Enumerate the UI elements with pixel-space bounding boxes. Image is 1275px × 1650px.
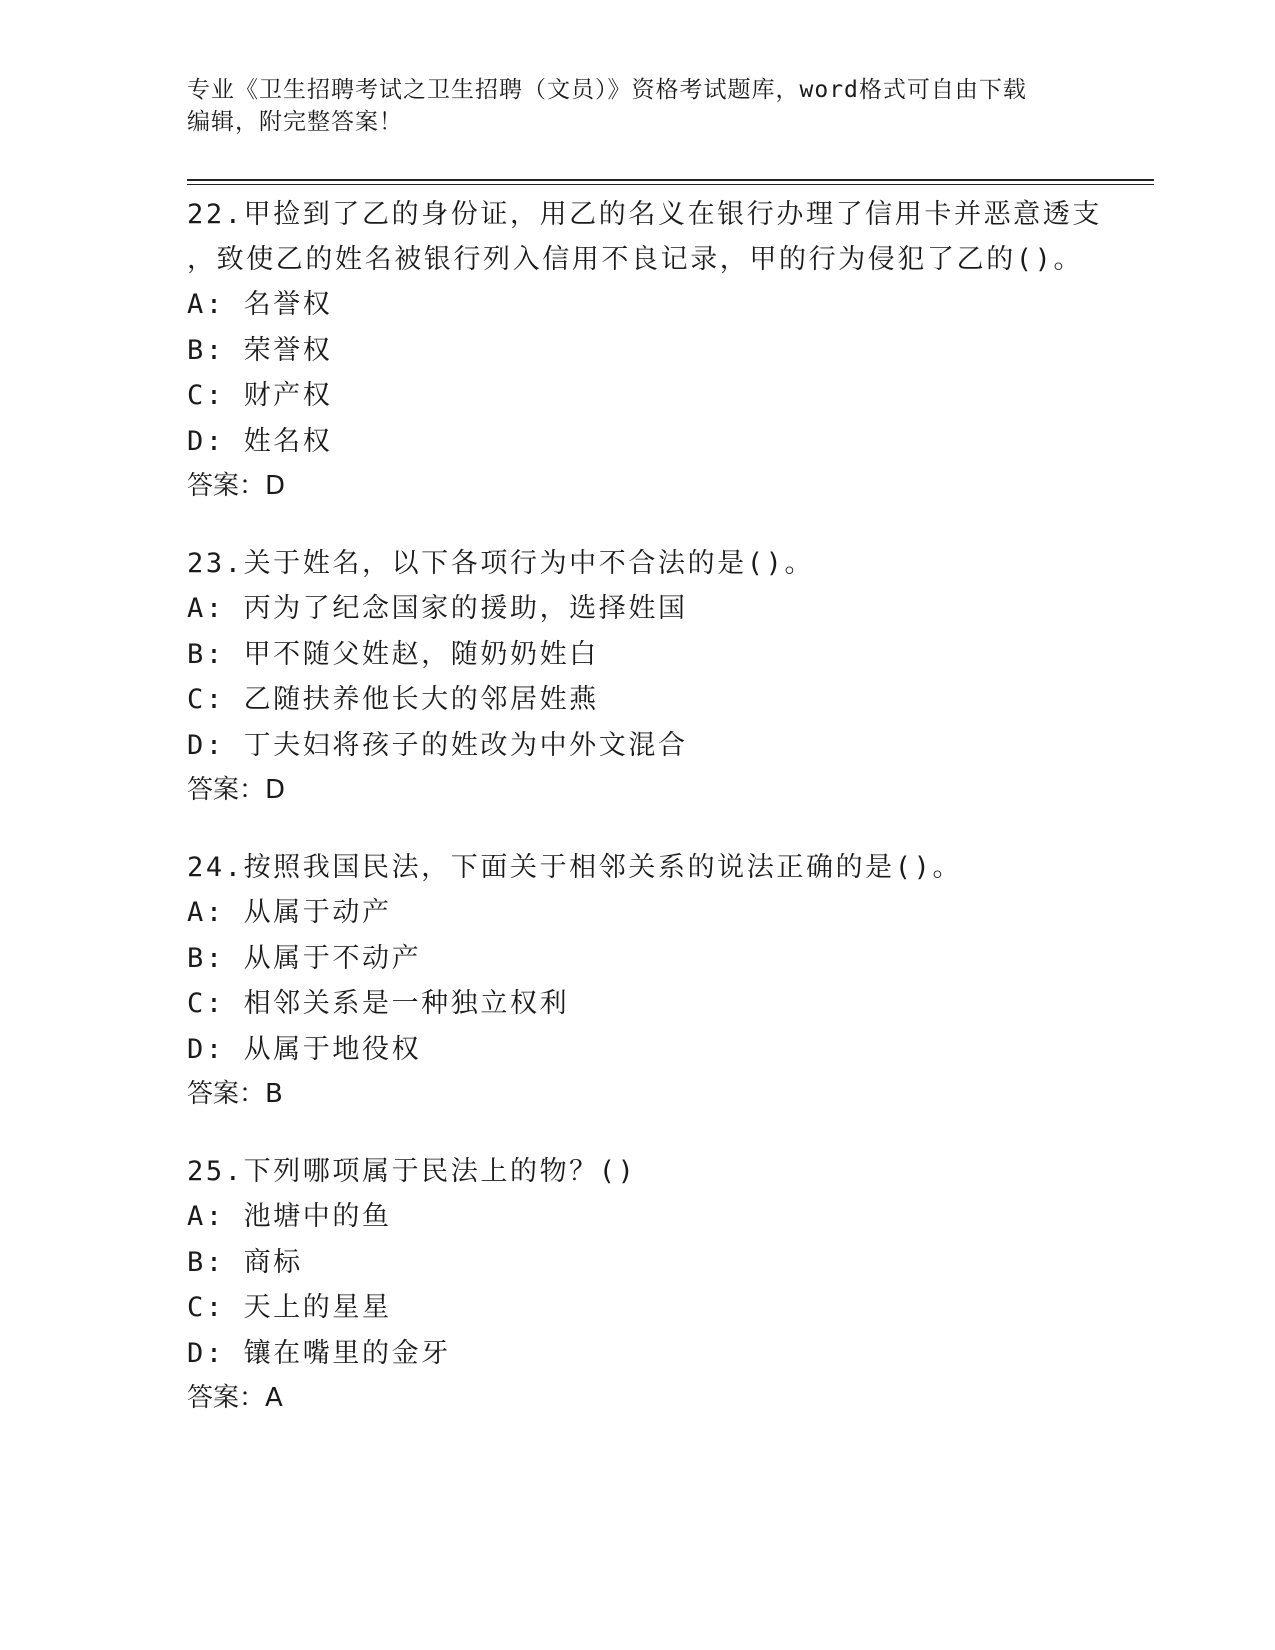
option-key: C: (187, 380, 225, 411)
question-stem-line: 23.关于姓名，以下各项行为中不合法的是()。 (187, 548, 815, 579)
answer-line: 答案：B (187, 1079, 283, 1109)
question-24 (187, 845, 1167, 1117)
option-key: D: (187, 1033, 225, 1065)
option-a (187, 586, 1167, 632)
option-key: B: (187, 1246, 225, 1278)
option-key: C: (187, 684, 225, 715)
option-key: B: (187, 942, 225, 974)
option-b (187, 632, 1167, 678)
option-text: 甲不随父姓赵，随奶奶姓白 (243, 638, 599, 670)
answer-line: 答案：D (187, 775, 286, 805)
option-text: 丁夫妇将孩子的姓改为中外文混合 (243, 729, 688, 761)
option-a (187, 1194, 1167, 1240)
option-text: 乙随扶养他长大的邻居姓燕 (243, 684, 599, 715)
document-header (187, 74, 1087, 138)
option-key: A: (187, 897, 225, 928)
option-text: 天上的星星 (243, 1292, 392, 1323)
option-a (187, 890, 1167, 936)
option-key: C: (187, 1292, 225, 1323)
answer-line: 答案：A (187, 1383, 283, 1413)
header-divider-thin (187, 184, 1154, 185)
option-text: 名誉权 (243, 289, 333, 320)
option-text: 相邻关系是一种独立权利 (243, 988, 570, 1019)
option-key: D: (187, 729, 225, 761)
option-d (187, 1331, 1167, 1377)
question-list (187, 192, 1167, 1453)
option-key: C: (187, 988, 225, 1019)
option-a (187, 282, 1167, 328)
option-text: 从属于动产 (243, 897, 392, 928)
question-25 (187, 1149, 1167, 1421)
question-stem-line: 22.甲捡到了乙的身份证，用乙的名义在银行办理了信用卡并恶意透支 (187, 199, 1102, 230)
option-text: 从属于地役权 (243, 1033, 422, 1065)
option-b (187, 328, 1167, 374)
option-c (187, 981, 1167, 1027)
option-text: 从属于不动产 (243, 942, 422, 974)
option-c (187, 373, 1167, 419)
option-key: D: (187, 425, 225, 457)
option-key: B: (187, 638, 225, 670)
option-text: 丙为了纪念国家的援助，选择姓国 (243, 593, 688, 624)
question-stem-line: ，致使乙的姓名被银行列入信用不良记录，甲的行为侵犯了乙的()。 (187, 244, 1084, 275)
option-c (187, 677, 1167, 723)
option-key: A: (187, 1201, 225, 1232)
option-text: 姓名权 (243, 425, 333, 457)
question-23 (187, 541, 1167, 813)
option-d (187, 419, 1167, 465)
option-key: D: (187, 1337, 225, 1369)
option-text: 商标 (243, 1246, 303, 1278)
option-key: A: (187, 289, 225, 320)
option-text: 池塘中的鱼 (243, 1201, 392, 1232)
option-text: 镶在嘴里的金牙 (243, 1337, 451, 1369)
option-c (187, 1285, 1167, 1331)
question-stem-line: 24.按照我国民法，下面关于相邻关系的说法正确的是()。 (187, 852, 963, 883)
header-line-2: 编辑，附完整答案！ (187, 109, 403, 135)
option-text: 财产权 (243, 380, 333, 411)
header-divider-thick (187, 179, 1154, 181)
option-text: 荣誉权 (243, 334, 333, 366)
option-b (187, 936, 1167, 982)
option-d (187, 1027, 1167, 1073)
option-d (187, 723, 1167, 769)
answer-line: 答案：D (187, 471, 286, 501)
option-key: A: (187, 593, 225, 624)
question-22 (187, 192, 1167, 509)
question-stem-line: 25.下列哪项属于民法上的物？() (187, 1156, 637, 1187)
option-b (187, 1240, 1167, 1286)
header-line-1: 专业《卫生招聘考试之卫生招聘（文员）》资格考试题库，word格式可自由下载 (187, 77, 1027, 103)
option-key: B: (187, 334, 225, 366)
